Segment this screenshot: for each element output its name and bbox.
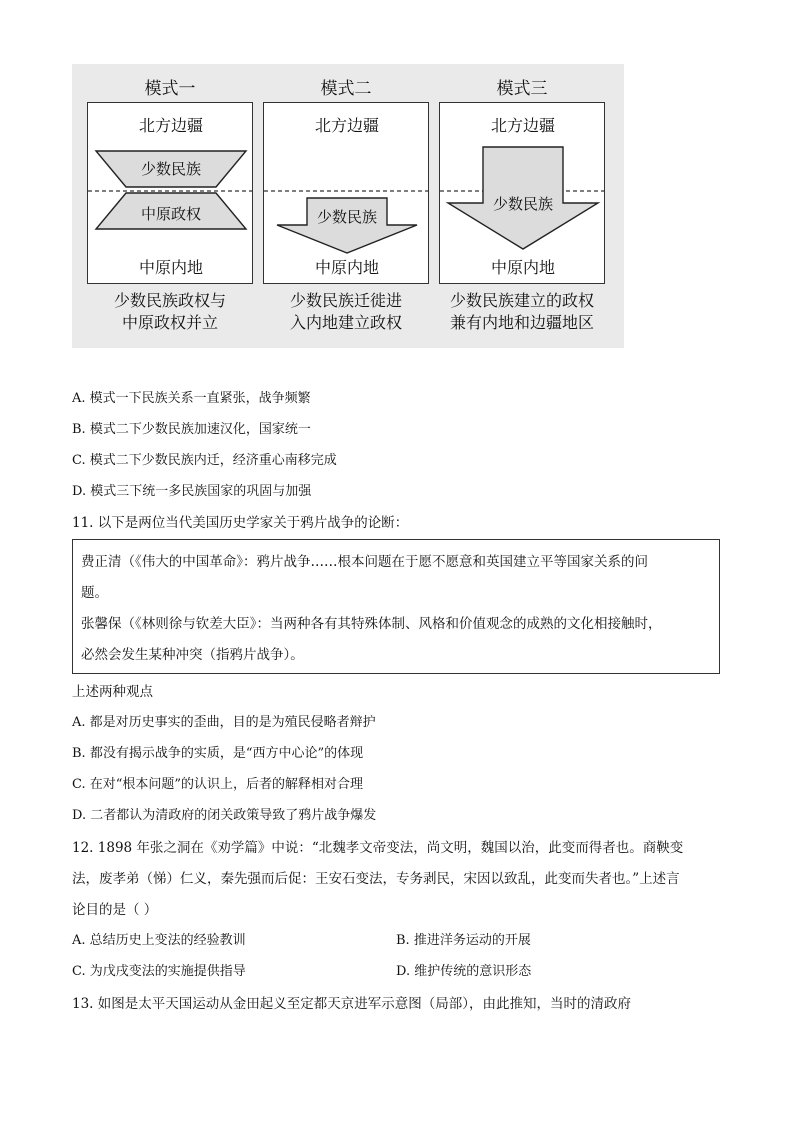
q12-option-a[interactable]: A. 总结历史上变法的经验教训	[72, 933, 246, 948]
q11-lead: 上述两种观点	[72, 684, 153, 700]
model2-caption-line1: 少数民族迁徙进	[289, 291, 402, 310]
q10-option-c[interactable]: C. 模式二下少数民族内迁，经济重心南移完成	[72, 453, 337, 468]
q11-quote-line: 题。	[81, 585, 108, 601]
q12-option-c[interactable]: C. 为戊戌变法的实施提供指导	[72, 964, 246, 979]
model1-caption-line1: 少数民族政权与	[113, 291, 226, 310]
q12-stem-line: 论目的是（ ）	[72, 902, 158, 918]
q12-option-b[interactable]: B. 推进洋务运动的开展	[396, 933, 531, 948]
q11-option-b[interactable]: B. 都没有揭示战争的实质，是“西方中心论”的体现	[72, 746, 364, 761]
q12-stem-line: 12. 1898 年张之洞在《劝学篇》中说：“北魏孝文帝变法，尚文明，魏国以治，此变而得者也。商鞅变	[72, 840, 684, 856]
model1-caption	[82, 290, 258, 334]
model3-caption	[434, 290, 610, 334]
model2-south-label: 中原内地	[314, 258, 379, 277]
model2-caption	[258, 290, 434, 334]
model1-north-label: 北方边疆	[138, 116, 203, 135]
model1-title: 模式一	[144, 79, 196, 99]
q11-quote-line: 张馨保（《林则徐与钦差大臣》：当两种各有其特殊体制、风格和价值观念的成熟的文化相接触时，	[81, 616, 662, 632]
model1-arrow-bottom-label: 中原政权	[140, 205, 201, 223]
q13-stem: 13. 如图是太平天国运动从金田起义至定都天京进军示意图（局部），由此推知，当时的清政府	[72, 996, 632, 1012]
q10-option-d[interactable]: D. 模式三下统一多民族国家的巩固与加强	[72, 484, 312, 499]
model3-caption-line1: 少数民族建立的政权	[449, 291, 594, 310]
q10-option-b[interactable]: B. 模式二下少数民族加速汉化，国家统一	[72, 422, 311, 437]
model2-arrow-label: 少数民族	[316, 208, 377, 226]
model3-panel	[439, 102, 605, 284]
q11-option-d[interactable]: D. 二者都认为清政府的闭关政策导致了鸦片战争爆发	[72, 808, 377, 823]
model3-south-label: 中原内地	[490, 258, 555, 277]
model3-title: 模式三	[496, 79, 548, 99]
q12-option-d[interactable]: D. 维护传统的意识形态	[396, 964, 532, 979]
q11-quote-line: 必然会发生某种冲突（指鸦片战争）。	[81, 647, 304, 663]
model1-arrow-top-label: 少数民族	[140, 160, 201, 178]
model1-panel	[87, 102, 253, 284]
q11-quote-line: 费正清（《伟大的中国革命》：鸦片战争……根本问题在于愿不愿意和英国建立平等国家关系的问	[81, 554, 648, 570]
model2-caption-line2: 入内地建立政权	[289, 313, 402, 332]
q11-quote-box	[72, 539, 720, 674]
three-models-diagram	[72, 64, 624, 348]
model2-north-label: 北方边疆	[314, 116, 379, 135]
model1-caption-line2: 中原政权并立	[121, 313, 218, 332]
model2-title: 模式二	[320, 79, 372, 99]
model3-north-label: 北方边疆	[490, 116, 555, 135]
q11-option-c[interactable]: C. 在对“根本问题”的认识上，后者的解释相对合理	[72, 777, 364, 792]
q10-option-a[interactable]: A. 模式一下民族关系一直紧张，战争频繁	[72, 391, 311, 406]
model3-caption-line2: 兼有内地和边疆地区	[449, 313, 594, 332]
q12-stem-line: 法，废孝弟（悌）仁义，秦先强而后促：王安石变法，专务剥民，宋因以致乱，此变而失者也。”上述言	[72, 871, 680, 887]
model3-arrow-label: 少数民族	[492, 195, 553, 213]
model2-panel	[263, 102, 429, 284]
q11-stem: 11. 以下是两位当代美国历史学家关于鸦片战争的论断：	[72, 515, 409, 531]
q11-option-a[interactable]: A. 都是对历史事实的歪曲，目的是为殖民侵略者辩护	[72, 715, 376, 730]
model1-south-label: 中原内地	[138, 258, 203, 277]
